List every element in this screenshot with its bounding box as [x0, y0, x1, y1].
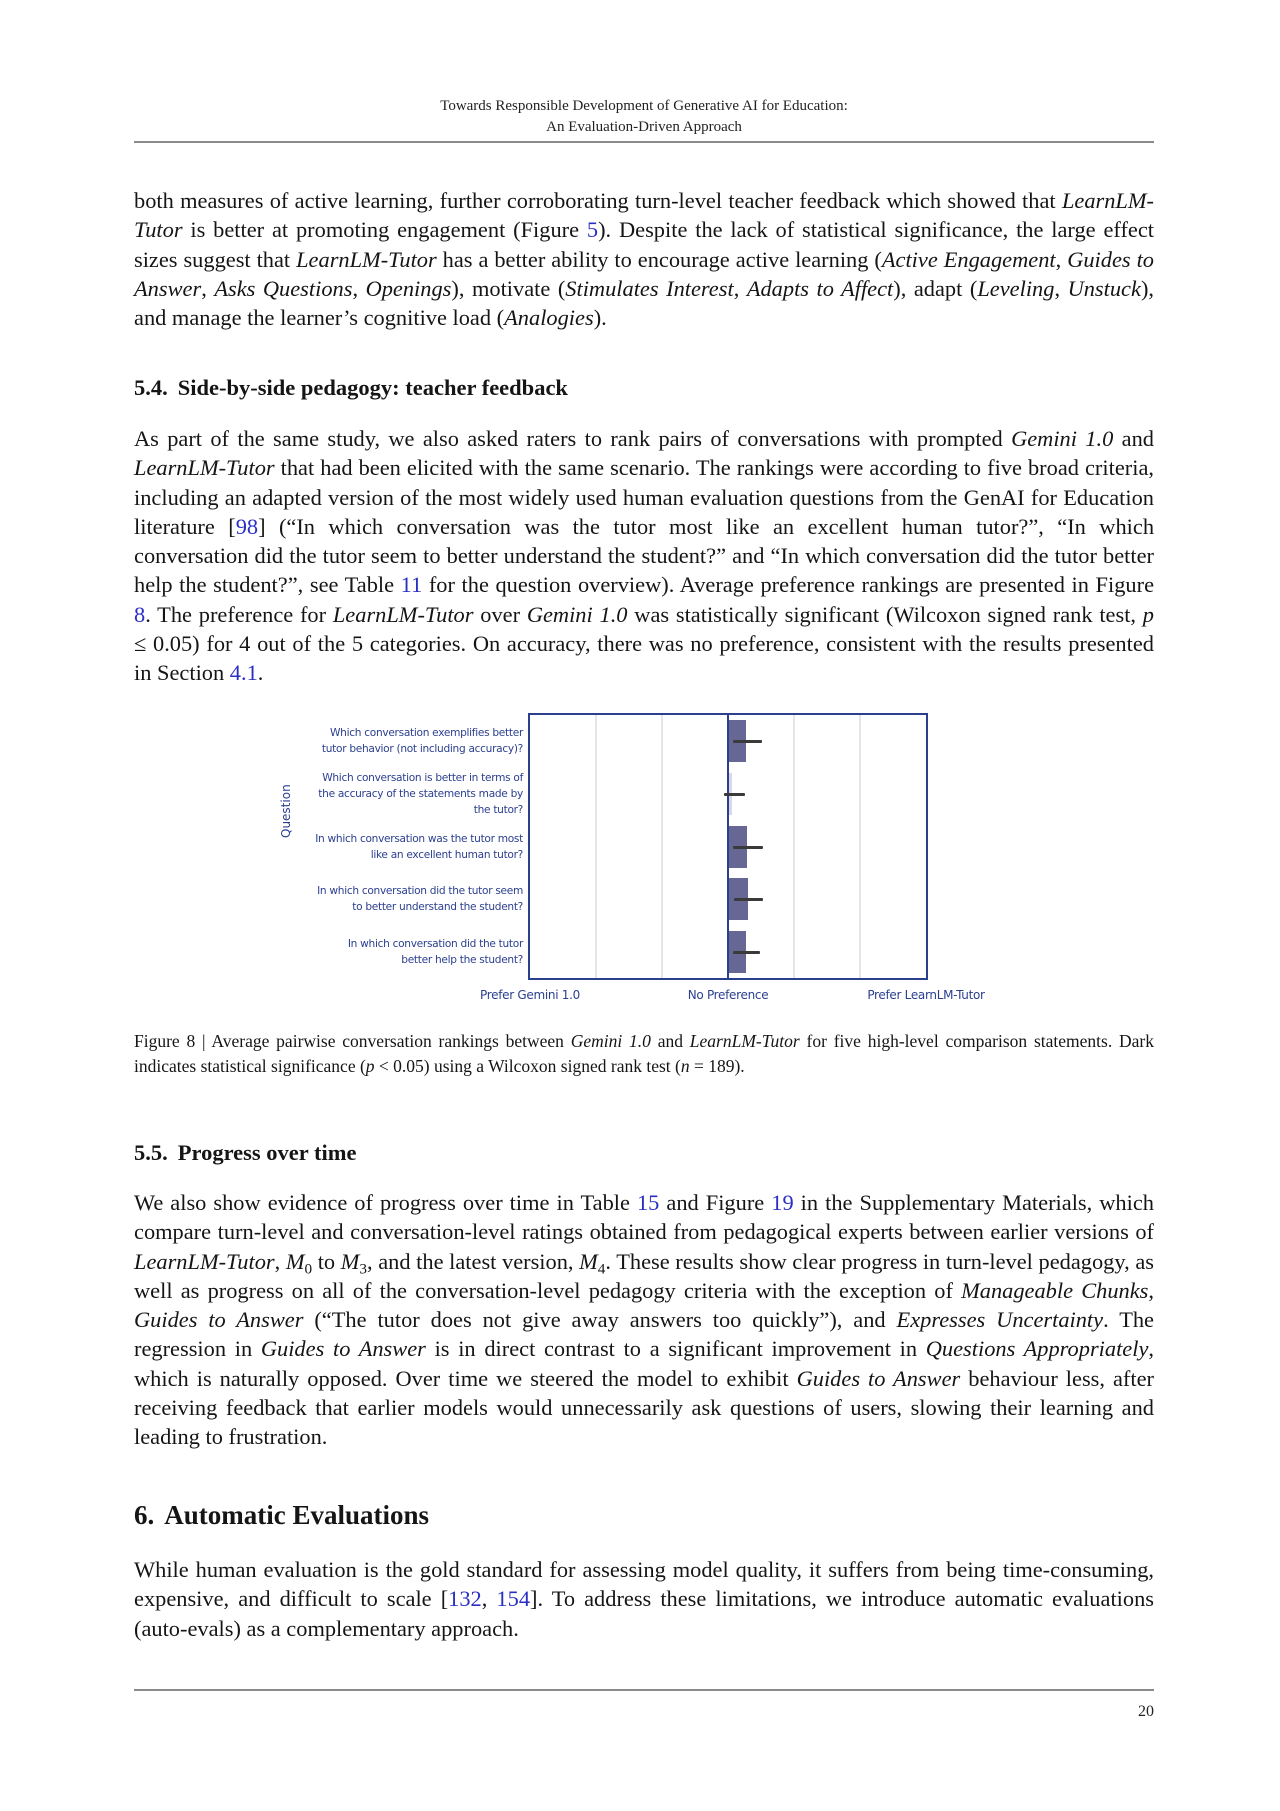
chart-plot-area — [528, 713, 928, 980]
gridline — [793, 715, 795, 978]
text: . — [257, 660, 264, 686]
text: Figure 8 | Average pairwise conversation rankings between — [134, 1031, 571, 1051]
error-bar — [724, 793, 745, 796]
question-label — [293, 725, 523, 757]
text: both measures of active learning, further corroborating turn-level teacher feedback which showed that — [134, 188, 1062, 213]
math-var: n — [680, 1056, 690, 1076]
criterion: Guides to Answer — [134, 1307, 304, 1333]
question-label-line: Which conversation exemplifies better — [330, 727, 523, 740]
criterion: Manageable Chunks — [961, 1277, 1149, 1303]
math-subscript: 4 — [597, 1259, 606, 1277]
question-label-line: the tutor? — [473, 803, 523, 816]
text: behaviour less, after receiving feedback that earlier models would unnecessarily ask questions of users, slowing their learning and leading to frustration. — [134, 1365, 1154, 1450]
question-label — [293, 936, 523, 968]
text: and — [650, 1031, 690, 1051]
running-header-line2: An Evaluation-Driven Approach — [546, 119, 742, 135]
text: has a better ability to encourage active learning ( — [436, 246, 882, 272]
question-label-line: the accuracy of the statements made by — [318, 787, 523, 800]
model-name: Gemini 1.0 — [526, 601, 628, 627]
text: , — [201, 275, 215, 301]
question-label-line: to better understand the student? — [352, 901, 523, 914]
citation-154-link[interactable]: 154 — [496, 1586, 531, 1612]
section-4-1-link[interactable]: 4.1 — [229, 660, 258, 686]
error-bar — [733, 846, 763, 849]
model-name: Gemini 1.0 — [1011, 426, 1114, 451]
gridline — [859, 715, 861, 978]
header-rule — [134, 141, 1154, 143]
text: for five high-level comparison statements. Dark indicates statistical significance ( — [134, 1031, 1154, 1076]
x-tick-label: No Preference — [687, 988, 769, 1002]
criterion: Stimulates Interest — [565, 275, 734, 301]
text: While human evaluation is the gold standard for assessing model quality, it suffers from being time-consuming, expensive, and difficult to scale [ — [134, 1557, 1154, 1612]
page-number: 20 — [1138, 1703, 1154, 1720]
model-name: LearnLM-Tutor — [689, 1031, 800, 1051]
running-header — [134, 96, 1154, 138]
text: , — [352, 275, 366, 301]
text: ). — [593, 305, 607, 331]
text: over — [473, 601, 527, 627]
text: that had been elicited with the same scenario. The rankings were according to five broad criteria, including an adapted version of the most widely used human evaluation questions from the GenAI for Education literature [ — [134, 455, 1154, 539]
text: We also show evidence of progress over time in Table — [134, 1190, 637, 1215]
criterion: Adapts to Affect — [746, 275, 894, 301]
model-name: LearnLM-Tutor — [134, 455, 275, 481]
x-tick-label: Prefer Gemini 1.0 — [480, 988, 580, 1002]
text: (“The tutor does not give away answers too quickly”), and — [303, 1307, 897, 1333]
criterion: Unstuck — [1067, 275, 1141, 301]
criterion: Openings — [365, 275, 452, 301]
text: to — [312, 1248, 341, 1274]
criterion: Leveling — [977, 275, 1055, 301]
running-header-line1: Towards Responsible Development of Generative AI for Education: — [440, 98, 848, 114]
text: ] (“In which conversation was the tutor most like an excellent human tutor?”, “In which conversation did the tutor seem to better understand the student?” and “In which conversation did the tutor better help the student?”, see Table — [134, 513, 1155, 598]
text: . The regression in — [134, 1307, 1155, 1362]
section-title: Progress over time — [177, 1140, 357, 1165]
intro-paragraph — [134, 186, 1154, 332]
text: , — [1055, 246, 1068, 272]
section-title: Side-by-side pedagogy: teacher feedback — [177, 375, 568, 400]
section-number: 6. — [134, 1500, 155, 1530]
criterion: Guides to Answer — [134, 246, 1154, 301]
question-label-line: better help the student? — [401, 953, 523, 966]
text: is better at promoting engagement (Figure — [182, 217, 587, 243]
gridline — [595, 715, 597, 978]
figure-8-caption — [134, 1029, 1154, 1079]
section-heading-6 — [134, 1500, 429, 1531]
model-name: LearnLM-Tutor — [134, 1248, 275, 1274]
criterion: Asks Questions — [214, 275, 353, 301]
text: , — [1054, 275, 1068, 301]
text: ). Despite the lack of statistical significance, the large effect sizes suggest that — [134, 217, 1155, 272]
text: = 189). — [689, 1056, 745, 1076]
math-var: M — [579, 1248, 598, 1274]
table-11-link[interactable]: 11 — [400, 572, 423, 598]
text: . The preference for — [145, 601, 333, 627]
question-label — [293, 883, 523, 915]
text: , — [1148, 1277, 1154, 1303]
text: , — [481, 1586, 497, 1612]
section-5-4-paragraph — [134, 424, 1154, 688]
model-name: LearnLM-Tutor — [134, 188, 1154, 243]
text: ), and manage the learner’s cognitive load ( — [134, 275, 1154, 331]
model-name: LearnLM-Tutor — [332, 601, 474, 627]
error-bar — [733, 951, 760, 954]
math-var: p — [365, 1056, 375, 1076]
citation-132-link[interactable]: 132 — [448, 1586, 482, 1612]
math-var: p — [1142, 601, 1154, 627]
text: , — [733, 275, 747, 301]
section-5-5-paragraph — [134, 1188, 1154, 1452]
section-number: 5.4. — [134, 375, 168, 400]
error-bar — [734, 898, 763, 901]
footer-rule — [134, 1689, 1154, 1691]
text: was statistically significant (Wilcoxon signed rank test, — [627, 601, 1143, 627]
math-var: M — [285, 1248, 305, 1274]
text: is in direct contrast to a significant improvement in — [425, 1336, 926, 1362]
question-label-line: In which conversation was the tutor most — [315, 832, 523, 845]
model-name: Gemini 1.0 — [570, 1031, 651, 1051]
error-bar — [733, 740, 762, 743]
question-label-line: In which conversation did the tutor seem — [317, 885, 523, 898]
text: and Figure — [659, 1190, 772, 1215]
text: in the Supplementary Materials, which compare turn-level and conversation-level ratings obtained from pedagogical experts between earlier versions of — [134, 1190, 1154, 1245]
criterion: Guides to Answer — [260, 1336, 426, 1362]
text: for the question overview). Average preference rankings are presented in Figure — [422, 572, 1155, 598]
gridline — [661, 715, 663, 978]
text: As part of the same study, we also asked raters to rank pairs of conversations with prompted — [134, 426, 1012, 451]
section-title: Automatic Evaluations — [164, 1500, 430, 1530]
text: and — [1113, 426, 1154, 451]
citation-98-link[interactable]: 98 — [235, 513, 259, 539]
section-6-paragraph — [134, 1555, 1154, 1643]
text: < 0.05) using a Wilcoxon signed rank test ( — [374, 1056, 681, 1076]
figure-19-link[interactable]: 19 — [771, 1190, 794, 1215]
text: ), adapt ( — [893, 275, 978, 301]
criterion: Questions Appropriately — [925, 1336, 1149, 1362]
question-label — [293, 770, 523, 818]
criterion: Active Engagement — [881, 246, 1056, 272]
question-label-line: In which conversation did the tutor — [347, 937, 523, 950]
x-tick-label: Prefer LearnLM-Tutor — [867, 988, 985, 1002]
section-heading-5-4 — [134, 375, 568, 401]
criterion: Analogies — [504, 305, 594, 331]
math-var: M — [340, 1248, 360, 1274]
question-label-line: Which conversation is better in terms of — [322, 771, 523, 784]
question-label-line: like an excellent human tutor? — [370, 848, 523, 861]
text: , which is naturally opposed. Over time we steered the model to exhibit — [134, 1336, 1155, 1391]
criterion: Expresses Uncertainty — [896, 1307, 1104, 1333]
zero-axis-line — [727, 715, 729, 978]
table-15-link[interactable]: 15 — [636, 1190, 660, 1215]
math-subscript: 3 — [359, 1259, 368, 1277]
text: ]. To address these limitations, we introduce automatic evaluations (auto-evals) as a complementary approach. — [134, 1586, 1154, 1641]
question-label — [293, 831, 523, 863]
text: ≤ 0.05) for 4 out of the 5 categories. On accuracy, there was no preference, consistent with the results presented in Section — [134, 631, 1154, 686]
criterion: Guides to Answer — [796, 1365, 961, 1391]
math-subscript: 0 — [304, 1259, 313, 1277]
figure-5-link[interactable]: 5 — [586, 217, 599, 243]
text: ), motivate ( — [451, 275, 566, 301]
question-label-line: tutor behavior (not including accuracy)? — [321, 743, 523, 756]
text: , — [274, 1248, 286, 1274]
text: . These results show clear progress in turn-level pedagogy, as well as progress on all of the conversation-level pedagogy criteria with the exception of — [134, 1248, 1154, 1303]
section-heading-5-5 — [134, 1140, 356, 1166]
y-axis-title: Question — [279, 784, 293, 838]
model-name: LearnLM-Tutor — [296, 246, 437, 272]
figure-8-link[interactable]: 8 — [134, 601, 146, 627]
text: , and the latest version, — [367, 1248, 580, 1274]
section-number: 5.5. — [134, 1140, 168, 1165]
